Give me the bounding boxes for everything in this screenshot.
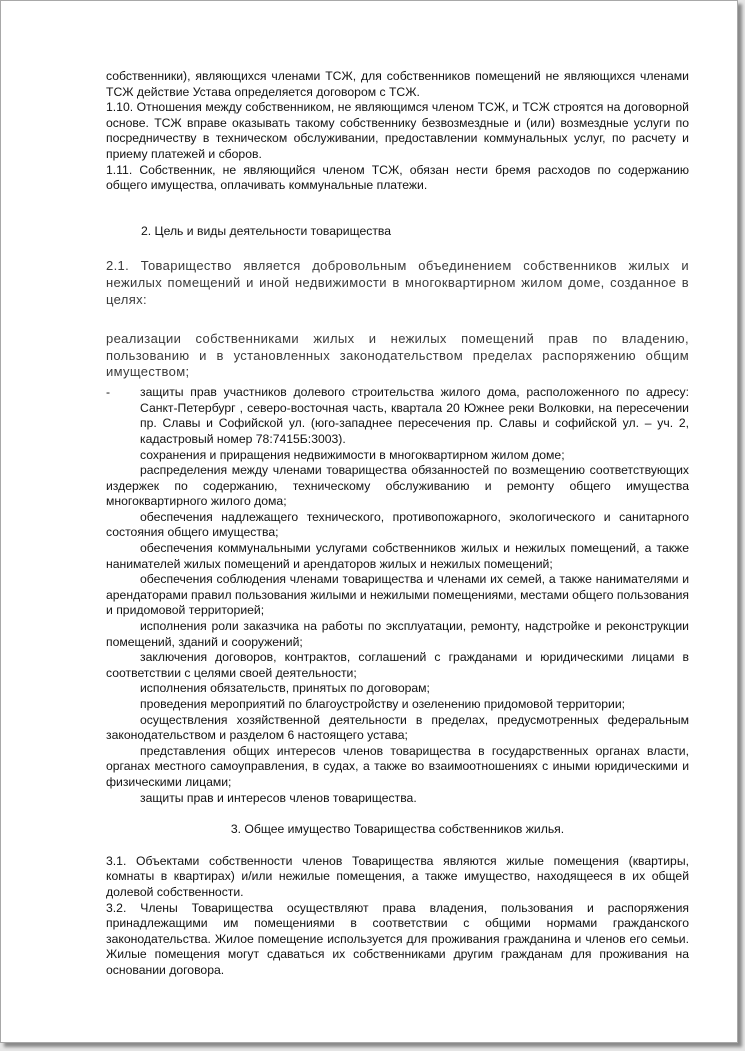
list-item-activity: осуществления хозяйственной деятельности в пределах, предусмотренных федеральным законодательством и разделом 6 настоящего устава; (106, 712, 689, 743)
list-item-distribute: распределения между членами товарищества обязанностей по возмещению соответствующих издержек по содержанию, техническому обслуживанию и ремонту общего имущества многоквартирного жилого дома; (106, 463, 689, 509)
section-2-heading: 2. Цель и виды деятельности товарищества (141, 223, 392, 238)
list-item-represent: представления общих интересов членов товарищества в государственных органах власти, органах местного самоуправления, в судах, а также во взаимоотношениях с иными юридическими и физическими лицами; (106, 743, 689, 789)
list-item-customer: исполнения роли заказчика на работы по эксплуатации, ремонту, надстройке и реконструкции помещений, зданий и сооружений; (106, 619, 689, 649)
paragraph-1-10: 1.10. Отношения между собственником, не являющимся членом ТСЖ, и ТСЖ строятся на договорной основе. ТСЖ вправе оказывать такому собственнику безвозмездные и (или) возмездные услуги по посредничеству в техническом обслуживании, предоставлении коммунальных услуг, по расчету и приему платежей и сборов. (106, 100, 689, 161)
paragraph-goal-realization: реализации собственниками жилых и нежилых помещений прав по владению, пользованию и в установленных законодательством пределах распоряжению общим имуществом; (106, 330, 689, 380)
list-item-preserve: сохранения и приращения недвижимости в многоквартирном жилом доме; (140, 447, 565, 462)
paragraph-1-9-continuation: собственники), являющихся членами ТСЖ, для собственников помещений не являющихся членами ТСЖ действие Устава определяется договором с ТСЖ. (106, 69, 689, 99)
paragraph-1-11: 1.11. Собственник, не являющийся членом ТСЖ, обязан нести бремя расходов по содержанию общего имущества, оплачивать коммунальные платежи. (106, 162, 689, 193)
list-item-rules: обеспечения соблюдения членами товарищества и членами их семей, а также нанимателями и арендаторами правил пользования жилыми и нежилыми помещениями, местами общего пользования и придомовой территорией; (106, 572, 689, 618)
list-item-protection (106, 385, 689, 447)
paragraph-2-1: 2.1. Товарищество является добровольным объединением собственников жилых и нежилых помещений и иной недвижимости в многоквартирном жилом доме, созданное в целях: (106, 258, 689, 307)
list-item-rights: защиты прав и интересов членов товарищества. (140, 790, 417, 805)
list-item-text: защиты прав участников долевого строительства жилого дома, расположенного по адресу: Санкт-Петербург , северо-восточная часть, квартала 20 Южнее реки Волковки, на пересечении пр. Славы и Софийской ул. (юго-западнее пересечения пр. Славы и софийской ул. – уч. 2, кадастровый номер 78:7415Б:3003). (140, 385, 689, 446)
list-item-technical: обеспечения надлежащего технического, противопожарного, экологического и санитарного состояния общего имущества; (106, 509, 689, 540)
document-body (106, 69, 689, 979)
list-item-obligations: исполнения обязательств, принятых по договорам; (140, 681, 430, 696)
list-dash: - (106, 385, 111, 400)
section-3-heading: 3. Общее имущество Товарищества собственников жилья. (230, 822, 565, 837)
list-item-utilities: обеспечения коммунальными услугами собственников жилых и нежилых помещений, а также нанимателей жилых помещений и арендаторов жилых и нежилых помещений; (106, 541, 689, 571)
paragraph-3-2: 3.2. Члены Товарищества осуществляют права владения, пользования и распоряжения принадлежащими им помещениями в соответствии с общими нормами гражданского законодательства. Жилое помещение используется для проживания гражданина и членов его семьи. Жилые помещения могут сдаваться их собственниками другим гражданам для проживания на основании договора. (106, 900, 689, 977)
list-item-contracts: заключения договоров, контрактов, соглашений с гражданами и юридическими лицами в соответствии с целями своей деятельности; (106, 650, 689, 680)
paragraph-3-1: 3.1. Объектами собственности членов Товарищества являются жилые помещения (квартиры, комнаты в квартирах) и/или нежилые помещения, а также имущество, находящееся в их общей долевой собственности. (106, 853, 689, 899)
list-item-landscape: проведения мероприятий по благоустройству и озеленению придомовой территории; (140, 697, 626, 711)
